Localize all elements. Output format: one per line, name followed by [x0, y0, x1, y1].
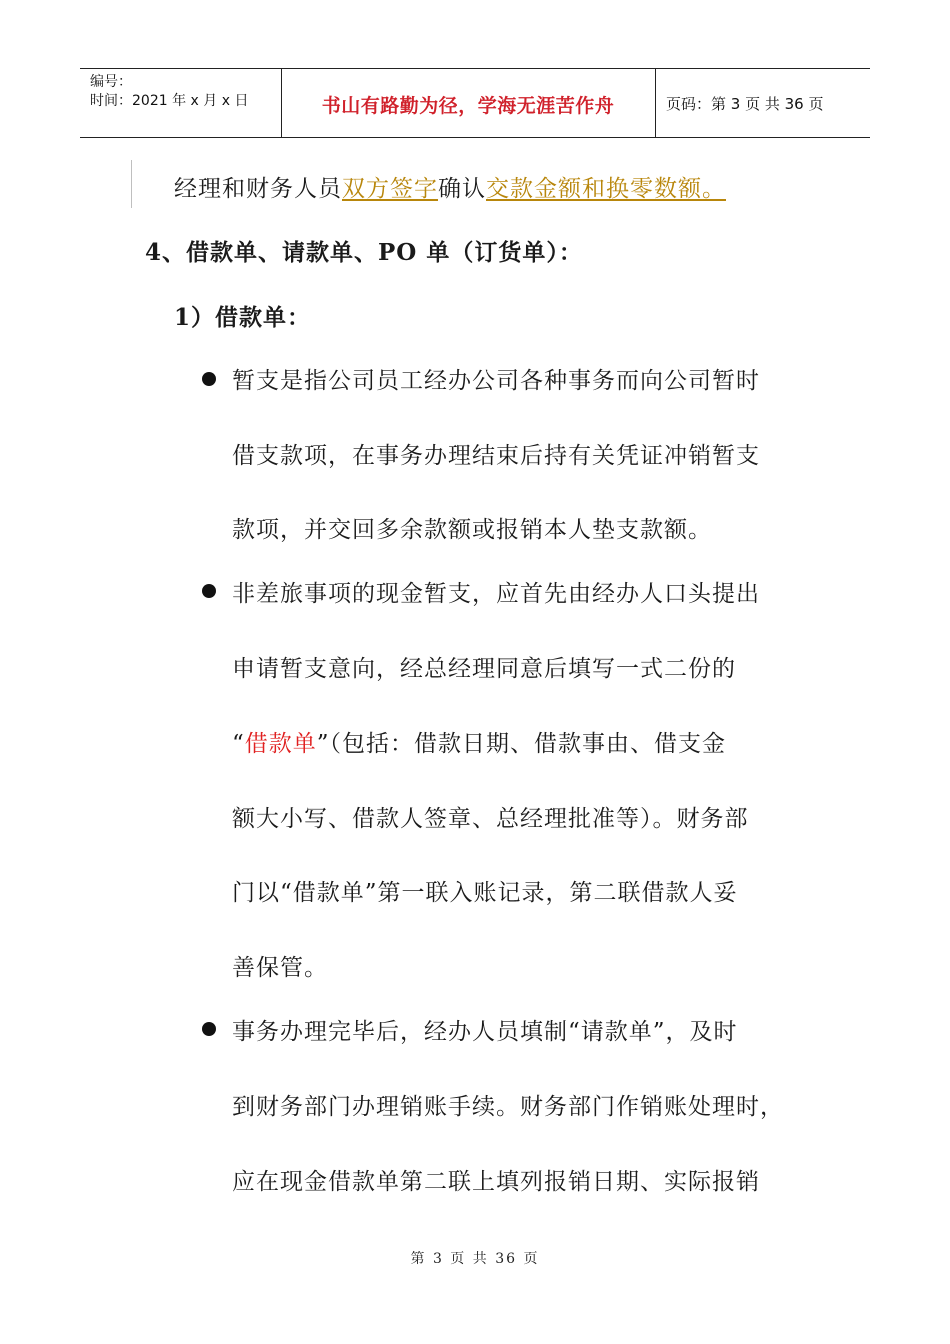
header-divider: [655, 69, 656, 137]
bullet-icon: [202, 1022, 216, 1036]
paragraph-line: 善保管。: [232, 955, 328, 981]
header-motto: 书山有路勤为径，学海无涯苦作舟: [321, 95, 615, 117]
paragraph-line: 款项，并交回多余款额或报销本人垫支款额。: [232, 517, 712, 543]
bullet-icon: [202, 584, 216, 598]
tracked-change: 双方签字: [342, 176, 438, 202]
paragraph-line: 额大小写、借款人签章、总经理批准等）。财务部: [232, 806, 749, 832]
text-run: 经理和财务人员: [174, 176, 342, 202]
text-run: ”（包括：借款日期、借款事由、借支金: [316, 731, 727, 757]
paragraph-line: 暂支是指公司员工经办公司各种事务而向公司暂时: [232, 368, 760, 394]
header-page-info: 页码：第 3 页 共 36 页: [666, 95, 824, 113]
paragraph-line: 申请暂支意向，经总经理同意后填写一式二份的: [232, 656, 736, 682]
paragraph-line: 门以“借款单”第一联入账记录，第二联借款人妥: [232, 880, 738, 906]
subsection-heading: 1）借款单：: [174, 304, 312, 331]
paragraph-line: 事务办理完毕后，经办人员填制“请款单”，及时: [232, 1019, 738, 1045]
paragraph-line: 到财务部门办理销账手续。财务部门作销账处理时，: [232, 1094, 784, 1120]
text-run: “: [232, 731, 245, 757]
body-line: [174, 170, 726, 203]
bullet-icon: [202, 372, 216, 386]
paragraph-line: [232, 725, 726, 758]
paragraph-line: 应在现金借款单第二联上填列报销日期、实际报销: [232, 1169, 760, 1195]
header-left: [90, 73, 248, 111]
number-label: 编号：: [90, 74, 132, 90]
paragraph-line: 非差旅事项的现金暂支，应首先由经办人口头提出: [232, 581, 760, 607]
revision-bar: [131, 160, 132, 208]
section-heading: 4、借款单、请款单、PO 单（订货单）：: [145, 239, 583, 266]
highlight-term: 借款单: [244, 731, 317, 757]
paragraph-line: 借支款项，在事务办理结束后持有关凭证冲销暂支: [232, 443, 760, 469]
page-footer: 第 3 页 共 36 页: [410, 1251, 540, 1267]
page-header: [80, 68, 870, 138]
text-run: 确认: [438, 176, 486, 202]
time-label: 时间：2021 年 x 月 x 日: [90, 93, 249, 109]
tracked-change: 交款金额和换零数额。: [486, 176, 726, 202]
